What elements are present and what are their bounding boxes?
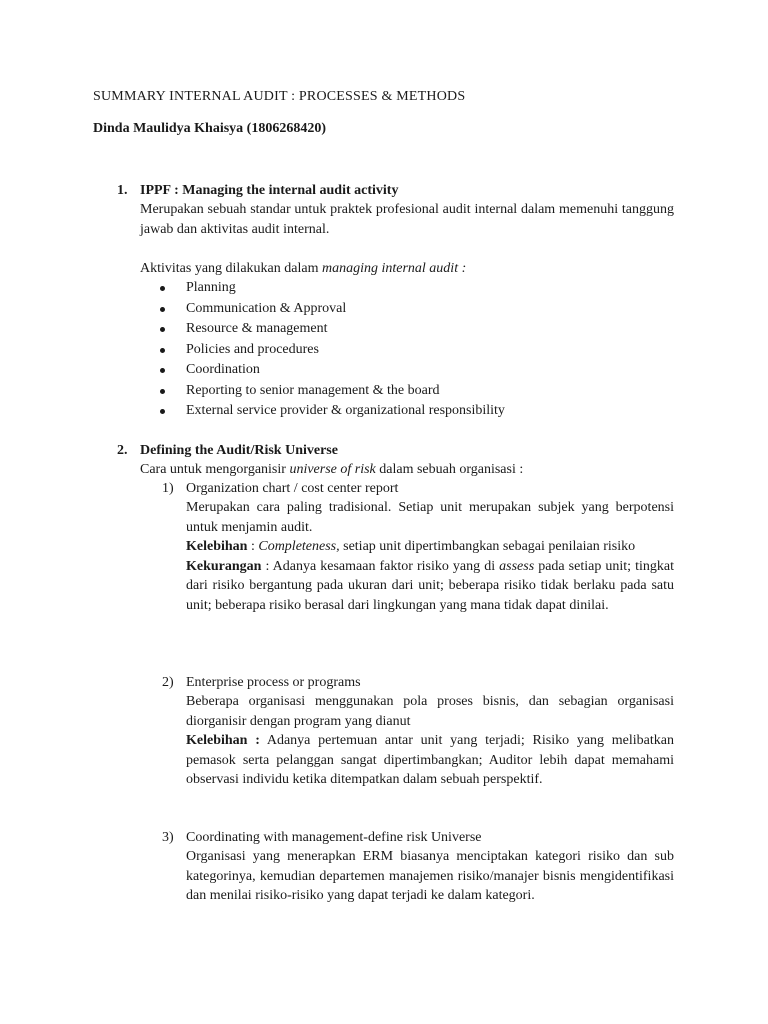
author-line: Dinda Maulidya Khaisya (1806268420) — [93, 121, 326, 136]
bullet-label: Policies and procedures — [186, 341, 319, 357]
bullet-icon — [160, 389, 165, 394]
bullet-label: Communication & Approval — [186, 300, 347, 316]
item-2-advantage — [186, 731, 674, 790]
item-3-body — [186, 847, 674, 906]
section-1-activities-intro — [140, 259, 674, 279]
section-1-number: 1. — [117, 183, 128, 198]
section-2-number: 2. — [117, 443, 128, 458]
item-2-body — [186, 692, 674, 790]
item-1-disadvantage — [186, 557, 674, 616]
item-1-heading: Organization chart / cost center report — [186, 481, 399, 496]
item-3-number: 3) — [162, 830, 174, 845]
advantage-label: Kelebihan : — [186, 733, 260, 748]
bullet-icon — [160, 409, 165, 414]
item-3-description: Organisasi yang menerapkan ERM biasanya menciptakan kategori risiko dan sub kategorinya, kemudian departemen manajemen risiko/manajer bisnis mengidentifikasi dan menilai risiko-risiko yang dapat terjadi ke dalam kategori. — [186, 849, 674, 903]
section-1-bullet-list — [158, 278, 505, 422]
item-2-description: Beberapa organisasi menggunakan pola proses bisnis, dan sebagian organisasi diorganisir dengan program yang dianut — [186, 694, 674, 729]
bullet-label: Coordination — [186, 362, 260, 377]
advantage-separator: : — [247, 539, 259, 554]
bullet-item — [158, 340, 505, 361]
section-1-description: Merupakan sebuah standar untuk praktek profesional audit internal dalam memenuhi tanggung jawab dan aktivitas audit internal. — [140, 202, 674, 237]
item-3-heading: Coordinating with management-define risk Universe — [186, 830, 482, 845]
advantage-text: Adanya pertemuan antar unit yang terjadi; Risiko yang melibatkan pemasok serta pelanggan sangat dipertimbangkan; Auditor lebih dapat memahami observasi individu ketika ditempatkan dalam sebuah perspektif. — [186, 733, 674, 787]
section-2-intro — [140, 460, 674, 480]
bullet-icon — [160, 286, 165, 291]
bullet-item — [158, 401, 505, 422]
item-1-number: 1) — [162, 481, 174, 496]
section-2-intro-text-a: Cara untuk mengorganisir — [140, 462, 290, 477]
bullet-label: External service provider & organizational responsibility — [186, 403, 505, 418]
section-2-intro-text-b: dalam sebuah organisasi : — [375, 462, 524, 477]
bullet-icon — [160, 307, 165, 312]
bullet-item — [158, 360, 505, 381]
bullet-item — [158, 278, 505, 299]
section-2-heading: Defining the Audit/Risk Universe — [140, 443, 338, 458]
item-1-description: Merupakan cara paling tradisional. Setiap unit merupakan subjek yang berpotensi untuk menjamin audit. — [186, 500, 674, 535]
item-1-body — [186, 498, 674, 615]
bullet-item — [158, 319, 505, 340]
section-2-intro-italic: universe of risk — [289, 462, 376, 477]
document-title: SUMMARY INTERNAL AUDIT : PROCESSES & METHODS — [93, 89, 466, 104]
disadvantage-text-b: pada setiap unit; tingkat dari risiko bergantung pada ukuran dari unit; beberapa risiko tidak berlaku pada satu unit; beberapa risiko berasal dari lingkungan yang mana tidak dapat dinilai. — [186, 558, 674, 613]
bullet-icon — [160, 327, 165, 332]
advantage-text: setiap unit dipertimbangkan sebagai penilaian risiko — [339, 539, 636, 554]
bullet-label: Planning — [186, 280, 236, 295]
activities-intro-text: Aktivitas yang dilakukan dalam — [140, 261, 322, 276]
bullet-item — [158, 381, 505, 402]
advantage-italic: Completeness, — [258, 539, 340, 554]
activities-intro-italic: managing internal audit : — [321, 261, 467, 276]
advantage-label: Kelebihan — [186, 539, 248, 554]
item-2-heading: Enterprise process or programs — [186, 675, 361, 690]
item-2-number: 2) — [162, 675, 174, 690]
item-1-advantage — [186, 537, 674, 557]
bullet-label: Reporting to senior management & the board — [186, 382, 440, 398]
bullet-icon — [160, 348, 165, 353]
bullet-icon — [160, 368, 165, 373]
disadvantage-italic: assess — [499, 558, 535, 574]
disadvantage-text-a: : Adanya kesamaan faktor risiko yang di — [261, 558, 500, 574]
section-1-heading: IPPF : Managing the internal audit activity — [140, 183, 399, 198]
bullet-label: Resource & management — [186, 321, 328, 336]
bullet-item — [158, 299, 505, 320]
disadvantage-label: Kekurangan — [186, 558, 262, 574]
